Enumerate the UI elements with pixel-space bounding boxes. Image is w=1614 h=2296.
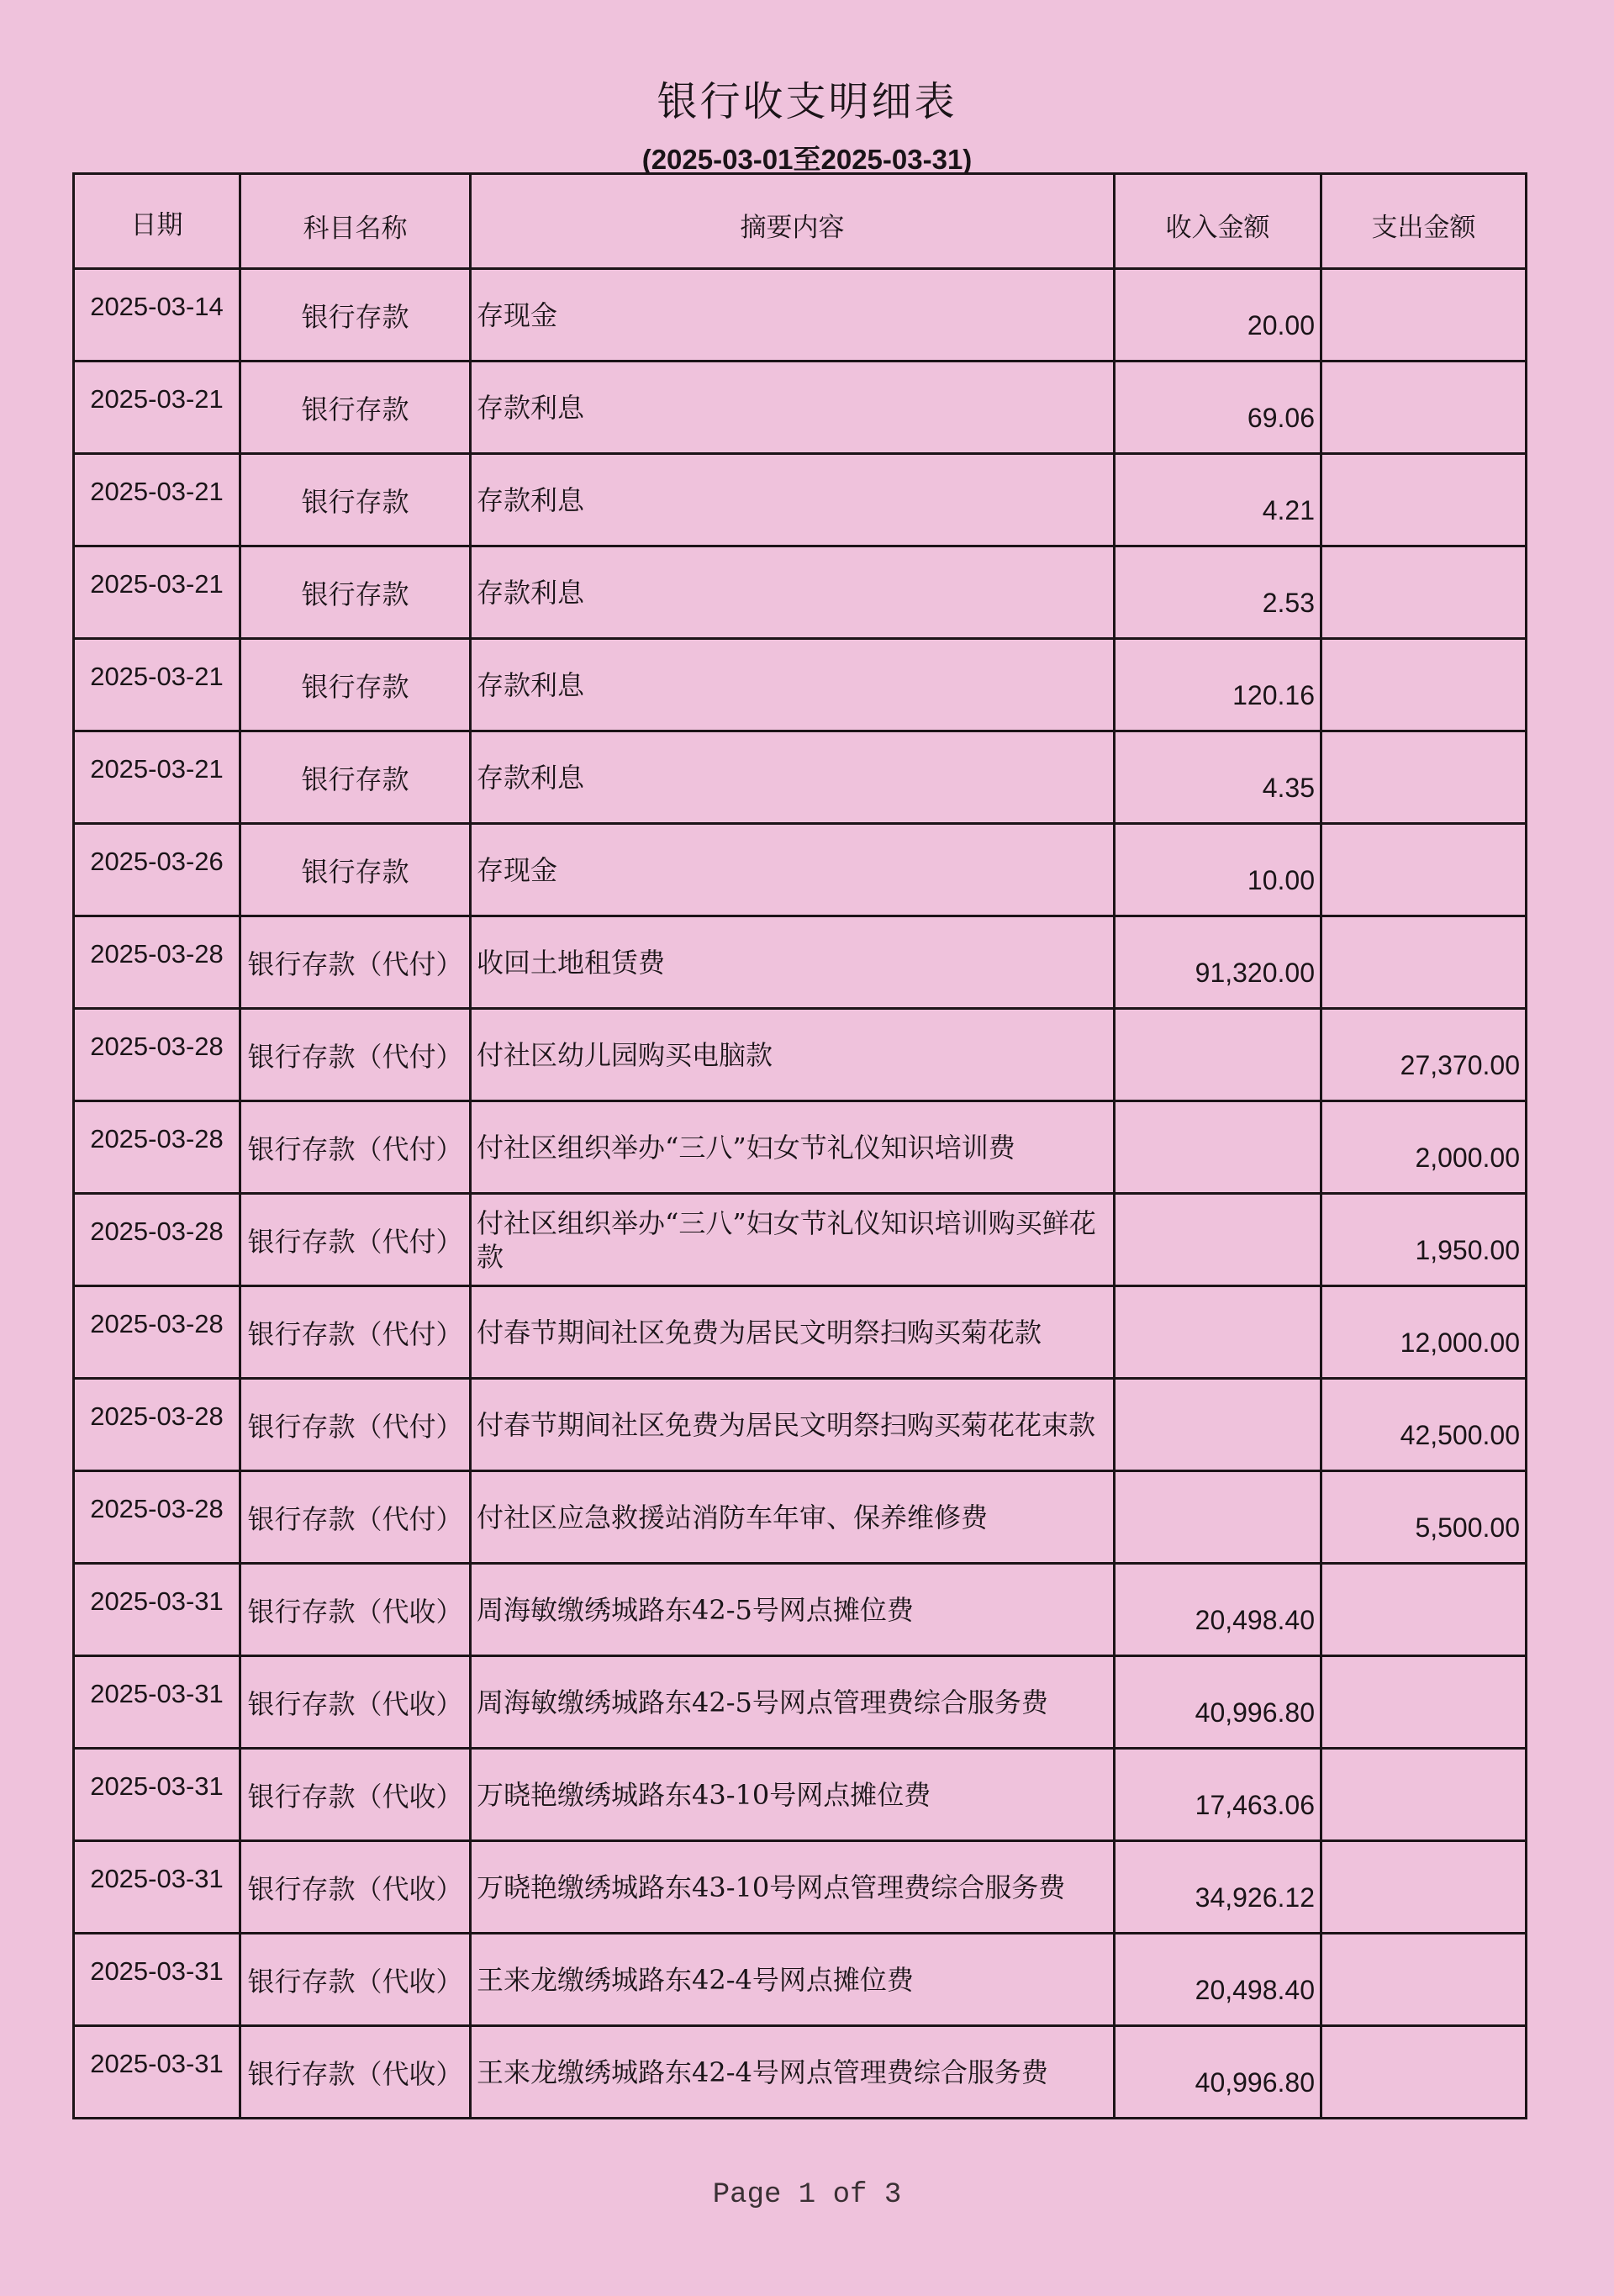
cell-summary: 存款利息 <box>471 362 1115 454</box>
table-row <box>74 2026 1527 2119</box>
table-row <box>74 1749 1527 1841</box>
cell-subject: 银行存款（代付） <box>240 1009 471 1101</box>
cell-income <box>1115 1101 1321 1194</box>
cell-subject: 银行存款 <box>240 454 471 546</box>
cell-summary: 存款利息 <box>471 639 1115 731</box>
table-row <box>74 1471 1527 1564</box>
cell-subject: 银行存款 <box>240 546 471 639</box>
cell-income: 4.35 <box>1115 731 1321 824</box>
cell-income: 91,320.00 <box>1115 916 1321 1009</box>
cell-expense: 2,000.00 <box>1321 1101 1527 1194</box>
cell-expense <box>1321 1934 1527 2026</box>
cell-subject: 银行存款（代付） <box>240 1379 471 1471</box>
cell-expense <box>1321 2026 1527 2119</box>
cell-income: 20,498.40 <box>1115 1564 1321 1656</box>
table-row <box>74 916 1527 1009</box>
cell-subject: 银行存款 <box>240 269 471 362</box>
table-row <box>74 824 1527 916</box>
table-row <box>74 362 1527 454</box>
cell-subject: 银行存款（代收） <box>240 1656 471 1749</box>
table-row <box>74 639 1527 731</box>
cell-subject: 银行存款（代收） <box>240 1841 471 1934</box>
cell-summary: 存现金 <box>471 824 1115 916</box>
cell-subject: 银行存款 <box>240 639 471 731</box>
cell-date: 2025-03-28 <box>74 1379 240 1471</box>
table-row <box>74 1656 1527 1749</box>
cell-subject: 银行存款（代收） <box>240 1749 471 1841</box>
cell-expense <box>1321 362 1527 454</box>
table-row <box>74 1934 1527 2026</box>
cell-subject: 银行存款（代付） <box>240 1471 471 1564</box>
cell-income: 10.00 <box>1115 824 1321 916</box>
cell-expense: 27,370.00 <box>1321 1009 1527 1101</box>
cell-expense: 12,000.00 <box>1321 1286 1527 1379</box>
cell-summary: 存款利息 <box>471 731 1115 824</box>
cell-expense <box>1321 454 1527 546</box>
table-row <box>74 1379 1527 1471</box>
table-row <box>74 1286 1527 1379</box>
statement-table <box>72 172 1527 2119</box>
cell-subject: 银行存款（代收） <box>240 1934 471 2026</box>
cell-income: 20,498.40 <box>1115 1934 1321 2026</box>
cell-income: 69.06 <box>1115 362 1321 454</box>
cell-date: 2025-03-28 <box>74 1471 240 1564</box>
cell-summary: 周海敏缴绣城路东42-5号网点管理费综合服务费 <box>471 1656 1115 1749</box>
cell-date: 2025-03-31 <box>74 1841 240 1934</box>
cell-expense <box>1321 269 1527 362</box>
cell-date: 2025-03-21 <box>74 362 240 454</box>
cell-summary: 付社区应急救援站消防车年审、保养维修费 <box>471 1471 1115 1564</box>
cell-income <box>1115 1286 1321 1379</box>
cell-date: 2025-03-31 <box>74 1749 240 1841</box>
cell-expense <box>1321 1749 1527 1841</box>
cell-income: 34,926.12 <box>1115 1841 1321 1934</box>
cell-income: 2.53 <box>1115 546 1321 639</box>
table-row <box>74 269 1527 362</box>
cell-summary: 付社区组织举办“三八”妇女节礼仪知识培训费 <box>471 1101 1115 1194</box>
cell-date: 2025-03-31 <box>74 1564 240 1656</box>
cell-summary: 付春节期间社区免费为居民文明祭扫购买菊花款 <box>471 1286 1115 1379</box>
cell-income: 40,996.80 <box>1115 1656 1321 1749</box>
cell-expense <box>1321 824 1527 916</box>
cell-subject: 银行存款 <box>240 362 471 454</box>
cell-expense <box>1321 731 1527 824</box>
cell-subject: 银行存款（代付） <box>240 916 471 1009</box>
table-row <box>74 1101 1527 1194</box>
cell-summary: 收回土地租赁费 <box>471 916 1115 1009</box>
cell-date: 2025-03-21 <box>74 454 240 546</box>
cell-subject: 银行存款 <box>240 731 471 824</box>
cell-income <box>1115 1379 1321 1471</box>
cell-summary: 付社区组织举办“三八”妇女节礼仪知识培训购买鲜花款 <box>471 1194 1115 1286</box>
cell-summary: 付春节期间社区免费为居民文明祭扫购买菊花花束款 <box>471 1379 1115 1471</box>
cell-subject: 银行存款（代收） <box>240 2026 471 2119</box>
page-number: Page 1 of 3 <box>712 2179 902 2211</box>
cell-summary: 周海敏缴绣城路东42-5号网点摊位费 <box>471 1564 1115 1656</box>
column-header-summary: 摘要内容 <box>471 174 1115 269</box>
cell-expense <box>1321 916 1527 1009</box>
column-header-subject: 科目名称 <box>240 174 471 269</box>
table-header-row <box>74 174 1527 269</box>
cell-income <box>1115 1471 1321 1564</box>
cell-expense <box>1321 639 1527 731</box>
cell-expense: 1,950.00 <box>1321 1194 1527 1286</box>
cell-income: 40,996.80 <box>1115 2026 1321 2119</box>
cell-date: 2025-03-31 <box>74 2026 240 2119</box>
page-title: 银行收支明细表 <box>657 78 957 125</box>
table-row <box>74 1194 1527 1286</box>
table-row <box>74 1841 1527 1934</box>
column-header-income: 收入金额 <box>1115 174 1321 269</box>
table-row <box>74 731 1527 824</box>
cell-summary: 存现金 <box>471 269 1115 362</box>
cell-date: 2025-03-28 <box>74 1009 240 1101</box>
cell-income: 4.21 <box>1115 454 1321 546</box>
cell-date: 2025-03-21 <box>74 546 240 639</box>
cell-date: 2025-03-28 <box>74 1286 240 1379</box>
table-row <box>74 1564 1527 1656</box>
table-row <box>74 454 1527 546</box>
cell-income: 120.16 <box>1115 639 1321 731</box>
table-row <box>74 1009 1527 1101</box>
table-row <box>74 546 1527 639</box>
cell-subject: 银行存款（代付） <box>240 1194 471 1286</box>
cell-income: 20.00 <box>1115 269 1321 362</box>
cell-income <box>1115 1009 1321 1101</box>
cell-summary: 万晓艳缴绣城路东43-10号网点管理费综合服务费 <box>471 1841 1115 1934</box>
cell-date: 2025-03-26 <box>74 824 240 916</box>
cell-expense <box>1321 1564 1527 1656</box>
cell-summary: 万晓艳缴绣城路东43-10号网点摊位费 <box>471 1749 1115 1841</box>
column-header-date: 日期 <box>74 174 240 269</box>
cell-income: 17,463.06 <box>1115 1749 1321 1841</box>
cell-date: 2025-03-28 <box>74 916 240 1009</box>
cell-summary: 存款利息 <box>471 454 1115 546</box>
cell-summary: 王来龙缴绣城路东42-4号网点摊位费 <box>471 1934 1115 2026</box>
cell-subject: 银行存款 <box>240 824 471 916</box>
cell-expense <box>1321 546 1527 639</box>
cell-subject: 银行存款（代付） <box>240 1286 471 1379</box>
cell-expense <box>1321 1841 1527 1934</box>
cell-summary: 存款利息 <box>471 546 1115 639</box>
cell-summary: 付社区幼儿园购买电脑款 <box>471 1009 1115 1101</box>
cell-date: 2025-03-21 <box>74 731 240 824</box>
cell-date: 2025-03-28 <box>74 1194 240 1286</box>
cell-subject: 银行存款（代付） <box>240 1101 471 1194</box>
cell-date: 2025-03-31 <box>74 1934 240 2026</box>
date-range: (2025-03-01至2025-03-31) <box>641 144 973 175</box>
cell-subject: 银行存款（代收） <box>240 1564 471 1656</box>
column-header-expense: 支出金额 <box>1321 174 1527 269</box>
cell-expense <box>1321 1656 1527 1749</box>
cell-income <box>1115 1194 1321 1286</box>
cell-date: 2025-03-21 <box>74 639 240 731</box>
cell-expense: 5,500.00 <box>1321 1471 1527 1564</box>
cell-date: 2025-03-31 <box>74 1656 240 1749</box>
cell-expense: 42,500.00 <box>1321 1379 1527 1471</box>
cell-summary: 王来龙缴绣城路东42-4号网点管理费综合服务费 <box>471 2026 1115 2119</box>
cell-date: 2025-03-28 <box>74 1101 240 1194</box>
cell-date: 2025-03-14 <box>74 269 240 362</box>
